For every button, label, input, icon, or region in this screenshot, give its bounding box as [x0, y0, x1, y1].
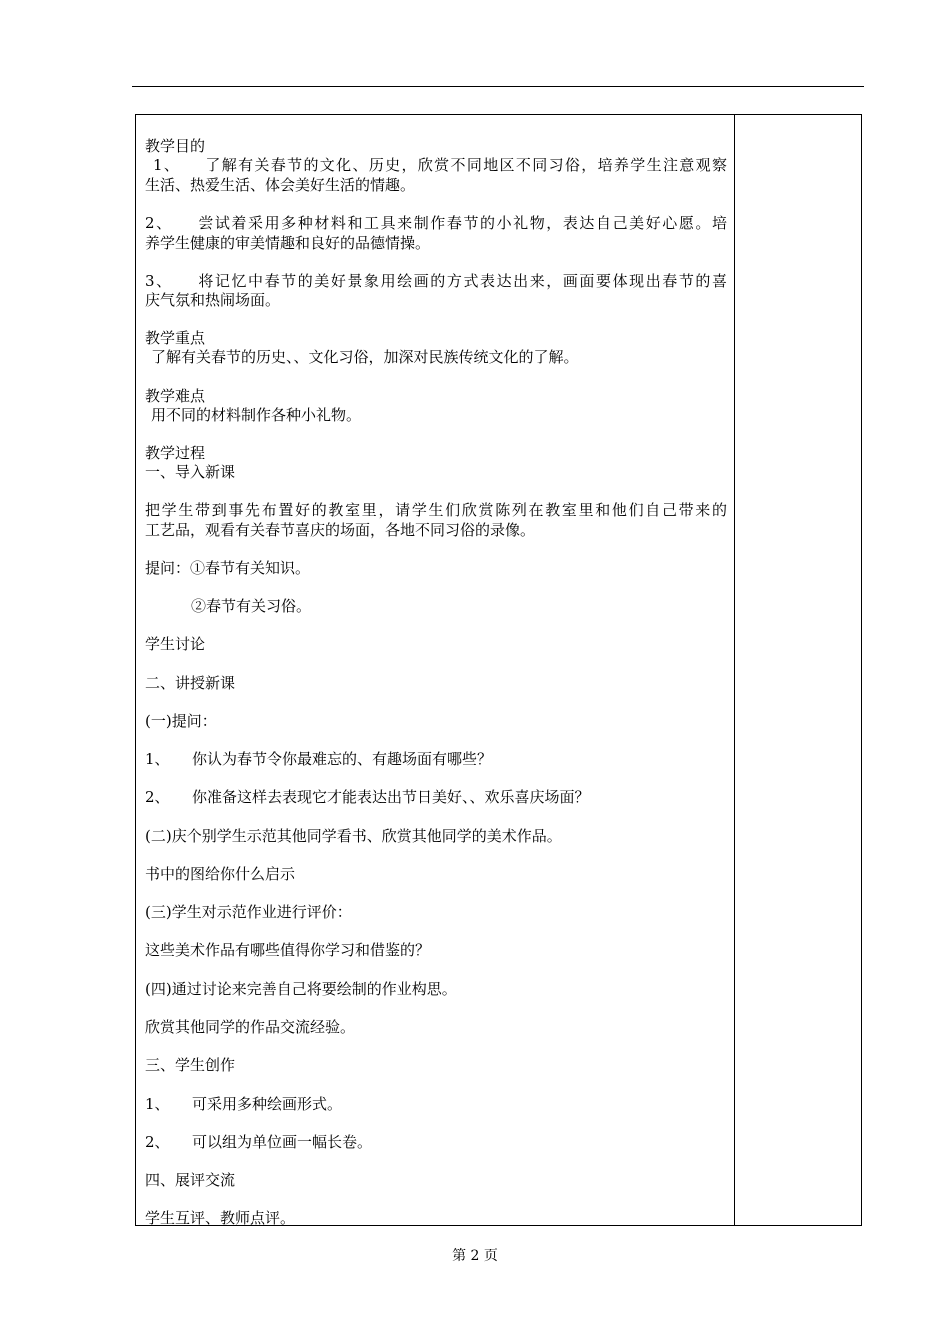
- text-line: (三)学生对示范作业进行评价：: [145, 903, 352, 921]
- text-line: 1、 了解有关春节的文化、历史，欣赏不同地区不同习俗，培养学生注意观察: [153, 156, 727, 174]
- text-line: 三、学生创作: [145, 1056, 236, 1074]
- text-line: ②春节有关习俗。: [191, 597, 312, 615]
- text-line: 学生讨论: [145, 635, 206, 653]
- text-line: 教学重点: [145, 329, 206, 347]
- text-line: 养学生健康的审美情趣和良好的品德情操。: [145, 234, 431, 252]
- text-line: 把学生带到事先布置好的教室里，请学生们欣赏陈列在教室里和他们自己带来的: [145, 501, 727, 519]
- text-line: 一、导入新课: [145, 463, 236, 481]
- text-line: 学生互评、教师点评。: [145, 1209, 296, 1227]
- text-line: 了解有关春节的历史、、文化习俗，加深对民族传统文化的了解。: [151, 348, 579, 366]
- text-line: 四、展评交流: [145, 1171, 236, 1189]
- table-column-divider: [734, 114, 735, 1226]
- text-line: 1、 可采用多种绘画形式。: [145, 1095, 343, 1113]
- text-line: 2、 你准备这样去表现它才能表达出节日美好、、欢乐喜庆场面？: [145, 788, 590, 806]
- text-line: 教学目的: [145, 137, 206, 155]
- text-line: 提问：①春节有关知识。: [145, 559, 311, 577]
- text-line: 1、 你认为春节令你最难忘的、有趣场面有哪些？: [145, 750, 493, 768]
- text-line: (一)提问：: [145, 712, 217, 730]
- text-line: 这些美术作品有哪些值得你学习和借鉴的？: [145, 941, 431, 959]
- text-line: 生活、热爱生活、体会美好生活的情趣。: [145, 176, 416, 194]
- text-line: 2、 可以组为单位画一幅长卷。: [145, 1133, 373, 1151]
- text-line: 书中的图给你什么启示: [145, 865, 296, 883]
- text-line: (二)庆个别学生示范其他同学看书、欣赏其他同学的美术作品。: [145, 827, 562, 845]
- text-line: 3、 将记忆中春节的美好景象用绘画的方式表达出来，画面要体现出春节的喜: [145, 272, 727, 290]
- page-number: 第 2 页: [452, 1248, 498, 1264]
- header-rule: [132, 86, 864, 87]
- text-line: 欣赏其他同学的作品交流经验。: [145, 1018, 356, 1036]
- text-line: 教学难点: [145, 387, 206, 405]
- text-line: 工艺品，观看有关春节喜庆的场面，各地不同习俗的录像。: [145, 521, 536, 539]
- text-line: 教学过程: [145, 444, 206, 462]
- text-line: 庆气氛和热闹场面。: [145, 291, 281, 309]
- text-line: 二、讲授新课: [145, 674, 236, 692]
- text-line: 用不同的材料制作各种小礼物。: [151, 406, 362, 424]
- text-line: (四)通过讨论来完善自己将要绘制的作业构思。: [145, 980, 457, 998]
- text-line: 2、 尝试着采用多种材料和工具来制作春节的小礼物，表达自己美好心愿。培: [145, 214, 727, 232]
